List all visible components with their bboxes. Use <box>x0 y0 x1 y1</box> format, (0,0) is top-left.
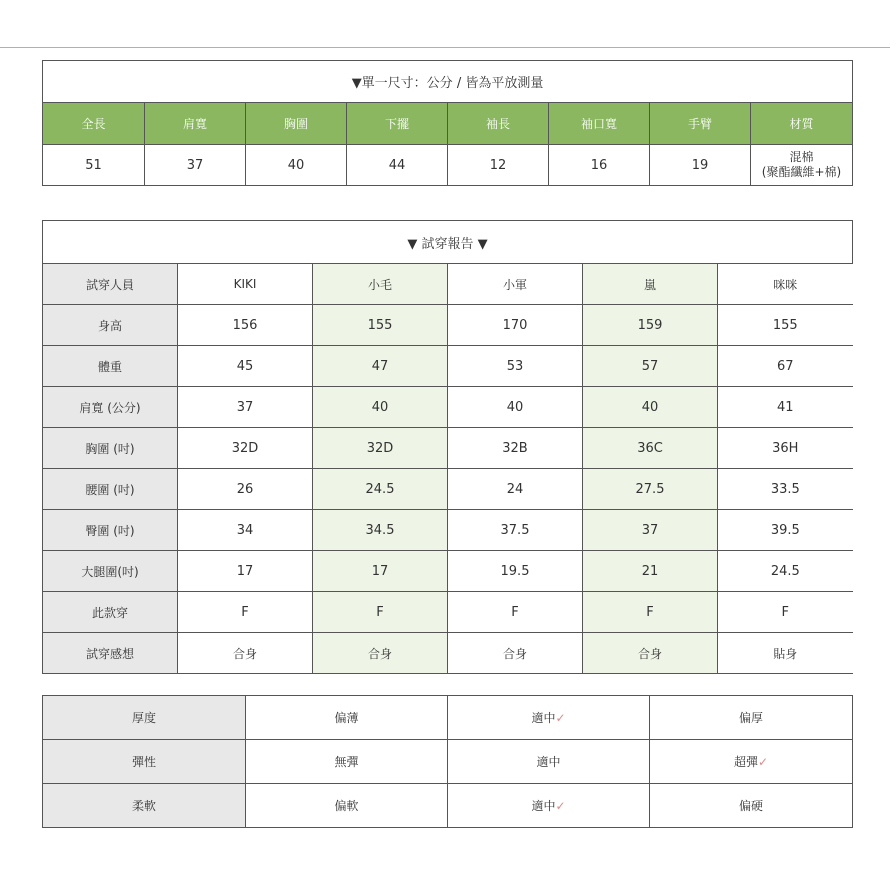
fitting-cell: F <box>448 592 583 633</box>
fitting-cell: 19.5 <box>448 551 583 592</box>
fabric-row-label: 彈性 <box>43 740 246 784</box>
fabric-option-label: 超彈 <box>733 755 758 769</box>
fitting-cell: 47 <box>313 346 448 387</box>
size-value-material <box>751 145 853 186</box>
fabric-option-label: 適中 <box>531 799 556 813</box>
fabric-option <box>650 740 853 784</box>
fitting-cell: 36H <box>718 428 853 469</box>
size-value-sleeve-length: 12 <box>448 145 549 186</box>
fitting-report-row <box>43 551 853 592</box>
fitting-row-label: 此款穿 <box>43 592 178 633</box>
fitting-report-row <box>43 428 853 469</box>
fitting-cell: 32B <box>448 428 583 469</box>
fitting-cell: 39.5 <box>718 510 853 551</box>
size-header-arm: 手臂 <box>650 103 751 145</box>
fitting-cell: 40 <box>583 387 718 428</box>
fitting-row-label: 大腿圍(吋) <box>43 551 178 592</box>
fabric-row-label: 柔軟 <box>43 784 246 828</box>
fabric-option <box>448 696 650 740</box>
fitting-cell: 34.5 <box>313 510 448 551</box>
fitting-cell: 24.5 <box>313 469 448 510</box>
fabric-option <box>246 696 448 740</box>
fitting-report-row <box>43 469 853 510</box>
fitting-cell: 67 <box>718 346 853 387</box>
fitting-cell: 27.5 <box>583 469 718 510</box>
size-header-shoulder: 肩寬 <box>145 103 246 145</box>
fitting-cell: 34 <box>178 510 313 551</box>
fabric-row-label: 厚度 <box>43 696 246 740</box>
size-value-cuff-width: 16 <box>549 145 650 186</box>
fitting-row-label: 胸圍 (吋) <box>43 428 178 469</box>
fitting-row-label: 試穿人員 <box>43 264 178 305</box>
size-header-cuff-width: 袖口寬 <box>549 103 650 145</box>
size-chart-title: ▼單一尺寸：公分 / 皆為平放測量 <box>43 61 853 103</box>
fabric-option-label: 偏硬 <box>738 799 763 813</box>
fitting-cell: 40 <box>313 387 448 428</box>
fitting-cell: 17 <box>178 551 313 592</box>
fabric-option <box>650 696 853 740</box>
fitting-cell: 合身 <box>448 633 583 674</box>
fitting-row-label: 試穿感想 <box>43 633 178 674</box>
fabric-option <box>246 784 448 828</box>
fitting-cell: 嵐 <box>583 264 718 305</box>
fabric-option <box>448 784 650 828</box>
fitting-report-table <box>42 220 853 674</box>
fitting-row-label: 臀圍 (吋) <box>43 510 178 551</box>
fitting-cell: 24.5 <box>718 551 853 592</box>
fitting-row-label: 身高 <box>43 305 178 346</box>
material-line-1: 混棉 <box>789 150 814 164</box>
fitting-cell: F <box>313 592 448 633</box>
fabric-option-label: 偏軟 <box>334 799 359 813</box>
fitting-cell: 24 <box>448 469 583 510</box>
fitting-report-row <box>43 305 853 346</box>
fitting-row-label: 腰圍 (吋) <box>43 469 178 510</box>
fitting-cell: 170 <box>448 305 583 346</box>
size-header-chest: 胸圍 <box>246 103 347 145</box>
fitting-cell: 21 <box>583 551 718 592</box>
fitting-cell: 155 <box>313 305 448 346</box>
fitting-cell: 合身 <box>583 633 718 674</box>
size-header-hem: 下擺 <box>347 103 448 145</box>
fitting-cell: 36C <box>583 428 718 469</box>
fitting-cell: 32D <box>313 428 448 469</box>
size-value-shoulder: 37 <box>145 145 246 186</box>
size-value-arm: 19 <box>650 145 751 186</box>
fitting-cell: 40 <box>448 387 583 428</box>
fitting-report-row <box>43 264 853 305</box>
fabric-row <box>43 696 853 740</box>
fitting-cell: 159 <box>583 305 718 346</box>
size-header-material: 材質 <box>751 103 853 145</box>
fitting-cell: 37 <box>583 510 718 551</box>
fabric-properties-table <box>42 695 853 828</box>
size-chart-table <box>42 60 853 186</box>
fitting-report-row <box>43 592 853 633</box>
fabric-row <box>43 740 853 784</box>
size-chart-value-row <box>43 145 853 186</box>
fitting-cell: 合身 <box>178 633 313 674</box>
checkmark-icon: ✓ <box>757 755 769 769</box>
page-divider <box>0 47 890 48</box>
size-chart-header-row <box>43 103 853 145</box>
fitting-cell: 小毛 <box>313 264 448 305</box>
size-value-length: 51 <box>43 145 145 186</box>
fabric-row <box>43 784 853 828</box>
fitting-cell: 57 <box>583 346 718 387</box>
fitting-cell: F <box>178 592 313 633</box>
fitting-cell: 貼身 <box>718 633 853 674</box>
fitting-row-label: 肩寬 (公分) <box>43 387 178 428</box>
fitting-report-row <box>43 510 853 551</box>
fitting-cell: 45 <box>178 346 313 387</box>
fabric-option <box>246 740 448 784</box>
fabric-option-label: 適中 <box>536 755 561 769</box>
fabric-option-label: 偏薄 <box>334 711 359 725</box>
size-value-hem: 44 <box>347 145 448 186</box>
fitting-cell: 26 <box>178 469 313 510</box>
fitting-report-title: ▼ 試穿報告 ▼ <box>43 221 853 264</box>
fitting-report-row <box>43 346 853 387</box>
fitting-report-row <box>43 387 853 428</box>
fabric-option-label: 偏厚 <box>738 711 763 725</box>
fabric-option-label: 適中 <box>531 711 556 725</box>
size-header-length: 全長 <box>43 103 145 145</box>
fitting-report-row <box>43 633 853 674</box>
fitting-cell: 合身 <box>313 633 448 674</box>
size-value-chest: 40 <box>246 145 347 186</box>
fitting-row-label: 體重 <box>43 346 178 387</box>
size-header-sleeve-length: 袖長 <box>448 103 549 145</box>
fitting-cell: 32D <box>178 428 313 469</box>
fitting-cell: KIKI <box>178 264 313 305</box>
fitting-cell: 41 <box>718 387 853 428</box>
fabric-option <box>650 784 853 828</box>
checkmark-icon: ✓ <box>555 799 566 813</box>
fitting-cell: 156 <box>178 305 313 346</box>
fabric-option <box>448 740 650 784</box>
material-line-2: (聚酯纖維+棉) <box>761 165 842 179</box>
fitting-cell: 咪咪 <box>718 264 853 305</box>
fitting-cell: 17 <box>313 551 448 592</box>
fitting-cell: 155 <box>718 305 853 346</box>
fitting-cell: 53 <box>448 346 583 387</box>
fabric-option-label: 無彈 <box>334 755 359 769</box>
fitting-cell: 37 <box>178 387 313 428</box>
fitting-cell: F <box>718 592 853 633</box>
fitting-cell: 33.5 <box>718 469 853 510</box>
checkmark-icon: ✓ <box>555 711 566 725</box>
fitting-cell: F <box>583 592 718 633</box>
fitting-cell: 小軍 <box>448 264 583 305</box>
fitting-cell: 37.5 <box>448 510 583 551</box>
